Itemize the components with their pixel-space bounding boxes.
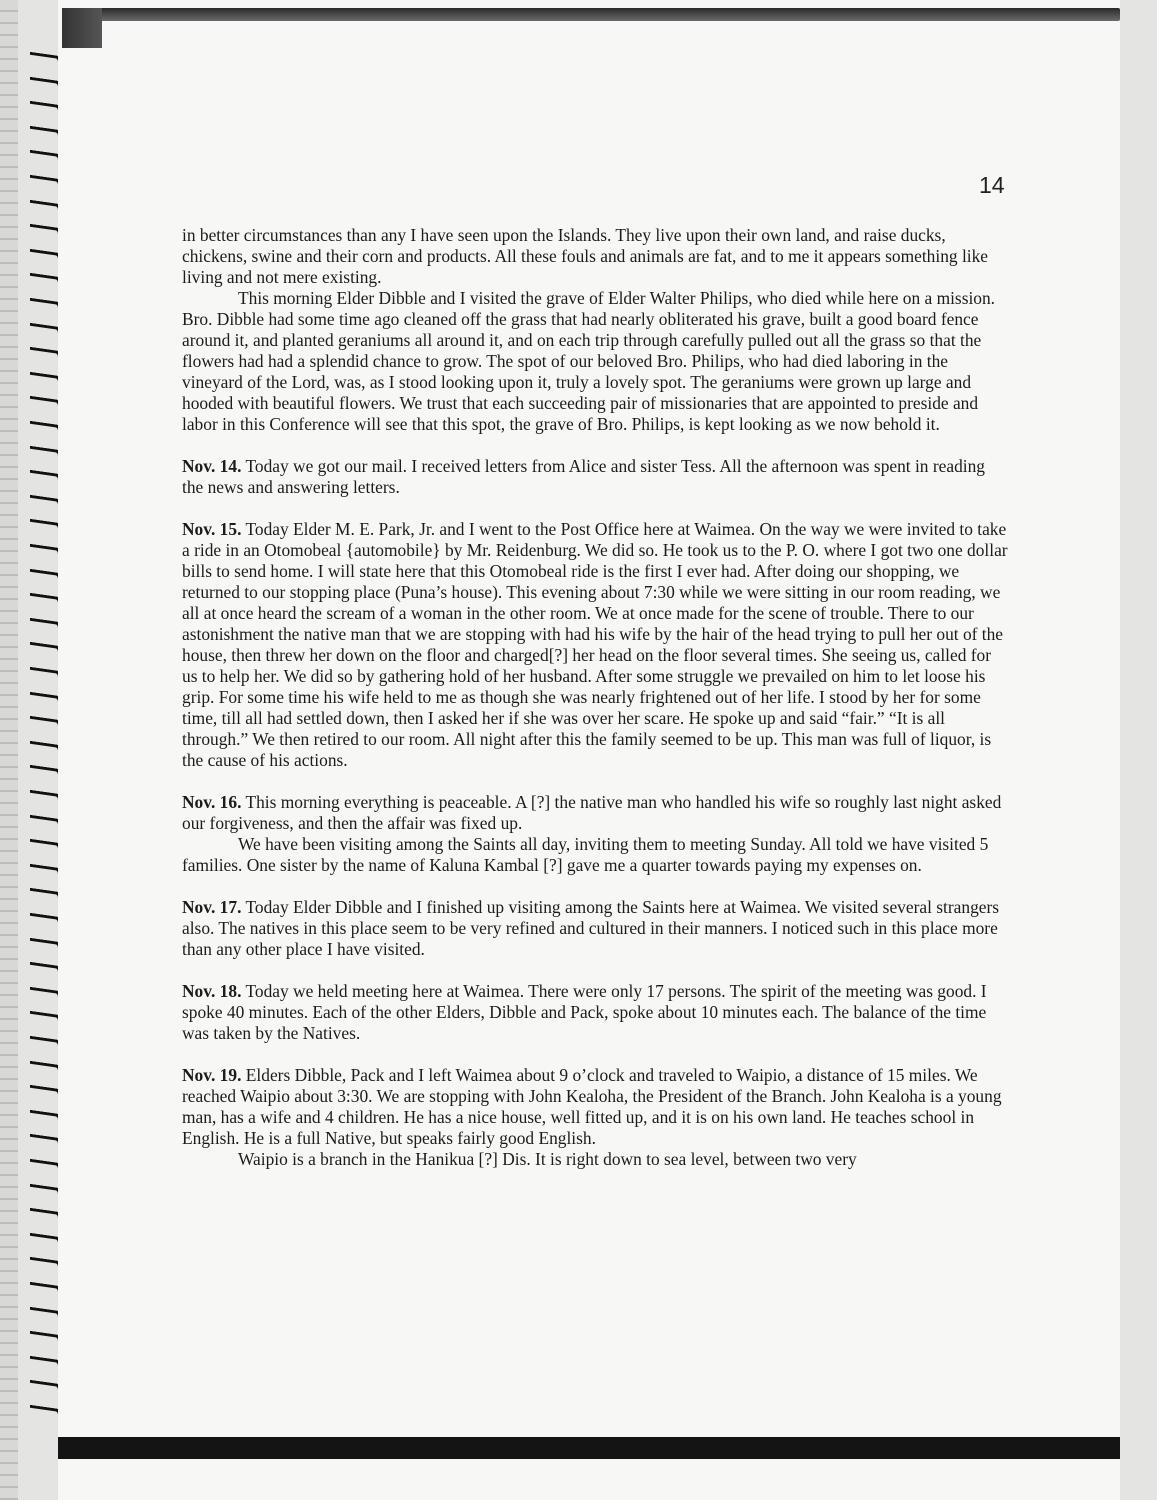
entry-text: Today Elder Dibble and I finished up visiting among the Saints here at Waimea. We visited several strangers also. The natives in this place seem to be very refined and cultured in their manners. I noticed such in this place more than any other place I have visited.: [182, 897, 1000, 959]
journal-entry-nov-16: [182, 792, 1008, 834]
entry-text: Today Elder M. E. Park, Jr. and I went to the Post Office here at Waimea. On the way we were invited to take a ride in an Otomobeal {automobile} by Mr. Reidenburg. We did so. He took us to the P. O. where I got two one dollar bills to send home. I will state here that this Otomobeal ride is the first I ever had. After doing our shopping, we returned to our stopping place (Puna’s house). This evening about 7:30 while we were sitting in our room reading, we all at once heard the scream of a woman in the other room. We at once made for the scene of trouble. There to our astonishment the native man that we are stopping with had his wife by the hair of the head trying to pull her out of the house, then threw her down on the floor and charged[?] her head on the floor several times. She seeing us, called for us to help her. We did so by gathering hold of her husband. After some struggle we prevailed on him to let loose his grip. For some time his wife held to me as though she was nearly frightened out of her life. I stood by her for some time, till all had settled down, then I asked her if she was over her scare. He spoke up and said “fair.” “It is all through.” We then retired to our room. All night after this the family seemed to be up. This man was full of liquor, is the cause of his actions.: [182, 519, 1008, 770]
top-scan-edge: [62, 8, 1120, 21]
journal-entry-nov-19: [182, 1065, 1008, 1149]
entry-text: Today we got our mail. I received letters from Alice and sister Tess. All the afternoon was spent in reading the news and answering letters.: [182, 456, 985, 497]
bottom-scan-edge: [58, 1437, 1120, 1459]
paragraph: [182, 225, 1008, 288]
entry-date: Nov. 15.: [182, 519, 242, 539]
entry-date: Nov. 16.: [182, 792, 242, 812]
entry-date: Nov. 14.: [182, 456, 242, 476]
paragraph-text: Waipio is a branch in the Hanikua [?] Dis. It is right down to sea level, between two very: [238, 1149, 857, 1169]
paragraph-text: We have been visiting among the Saints all day, inviting them to meeting Sunday. All told we have visited 5 families. One sister by the name of Kaluna Kambal [?] gave me a quarter towards paying my expenses on.: [182, 834, 989, 875]
journal-entry-nov-18: [182, 981, 1008, 1044]
paragraph: [182, 1149, 1008, 1170]
page-number: 14: [979, 172, 1005, 198]
top-corner-shadow: [62, 8, 102, 48]
paragraph: [182, 834, 1008, 876]
entry-date: Nov. 17.: [182, 897, 242, 917]
journal-entry-nov-17: [182, 897, 1008, 960]
entry-text: Today we held meeting here at Waimea. There were only 17 persons. The spirit of the meeting was good. I spoke 40 minutes. Each of the other Elders, Dibble and Pack, spoke about 10 minutes each. The balance of the time was taken by the Natives.: [182, 981, 987, 1043]
journal-text: [182, 225, 1008, 1170]
entry-text: This morning everything is peaceable. A [?] the native man who handled his wife so roughly last night asked our forgiveness, and then the affair was fixed up.: [182, 792, 1002, 833]
paragraph-text: This morning Elder Dibble and I visited the grave of Elder Walter Philips, who died while here on a mission. Bro. Dibble had some time ago cleaned off the grass that had nearly obliterated his grave, built a good board fence around it, and planted geraniums all around it, and on each trip through carefully pulled out all the grass so that the flowers had had a splendid chance to grow. The spot of our beloved Bro. Philips, who had died laboring in the vineyard of the Lord, was, as I stood looking upon it, truly a lovely spot. The geraniums were grown up large and hooded with beautiful flowers. We trust that each succeeding pair of missionaries that are appointed to preside and labor in this Conference will see that this spot, the grave of Bro. Philips, is kept looking as we now behold it.: [182, 288, 996, 434]
binding-edge: [0, 0, 18, 1500]
entry-text: Elders Dibble, Pack and I left Waimea about 9 o’clock and traveled to Waipio, a distance of 15 miles. We reached Waipio about 3:30. We are stopping with John Kealoha, the President of the Branch. John Kealoha is a young man, has a wife and 4 children. He has a nice house, well fitted up, and it is on his own land. He teaches school in English. He is a full Native, but speaks fairly good English.: [182, 1065, 1002, 1148]
journal-entry-nov-14: [182, 456, 1008, 498]
paragraph: [182, 288, 1008, 435]
entry-date: Nov. 18.: [182, 981, 242, 1001]
paragraph-text: in better circumstances than any I have seen upon the Islands. They live upon their own land, and raise ducks, chickens, swine and their corn and products. All these fouls and animals are fat, and to me it appears something like living and not mere existing.: [182, 225, 989, 287]
spiral-binding: [0, 0, 62, 1500]
entry-date: Nov. 19.: [182, 1065, 242, 1085]
journal-entry-nov-15: [182, 519, 1008, 771]
